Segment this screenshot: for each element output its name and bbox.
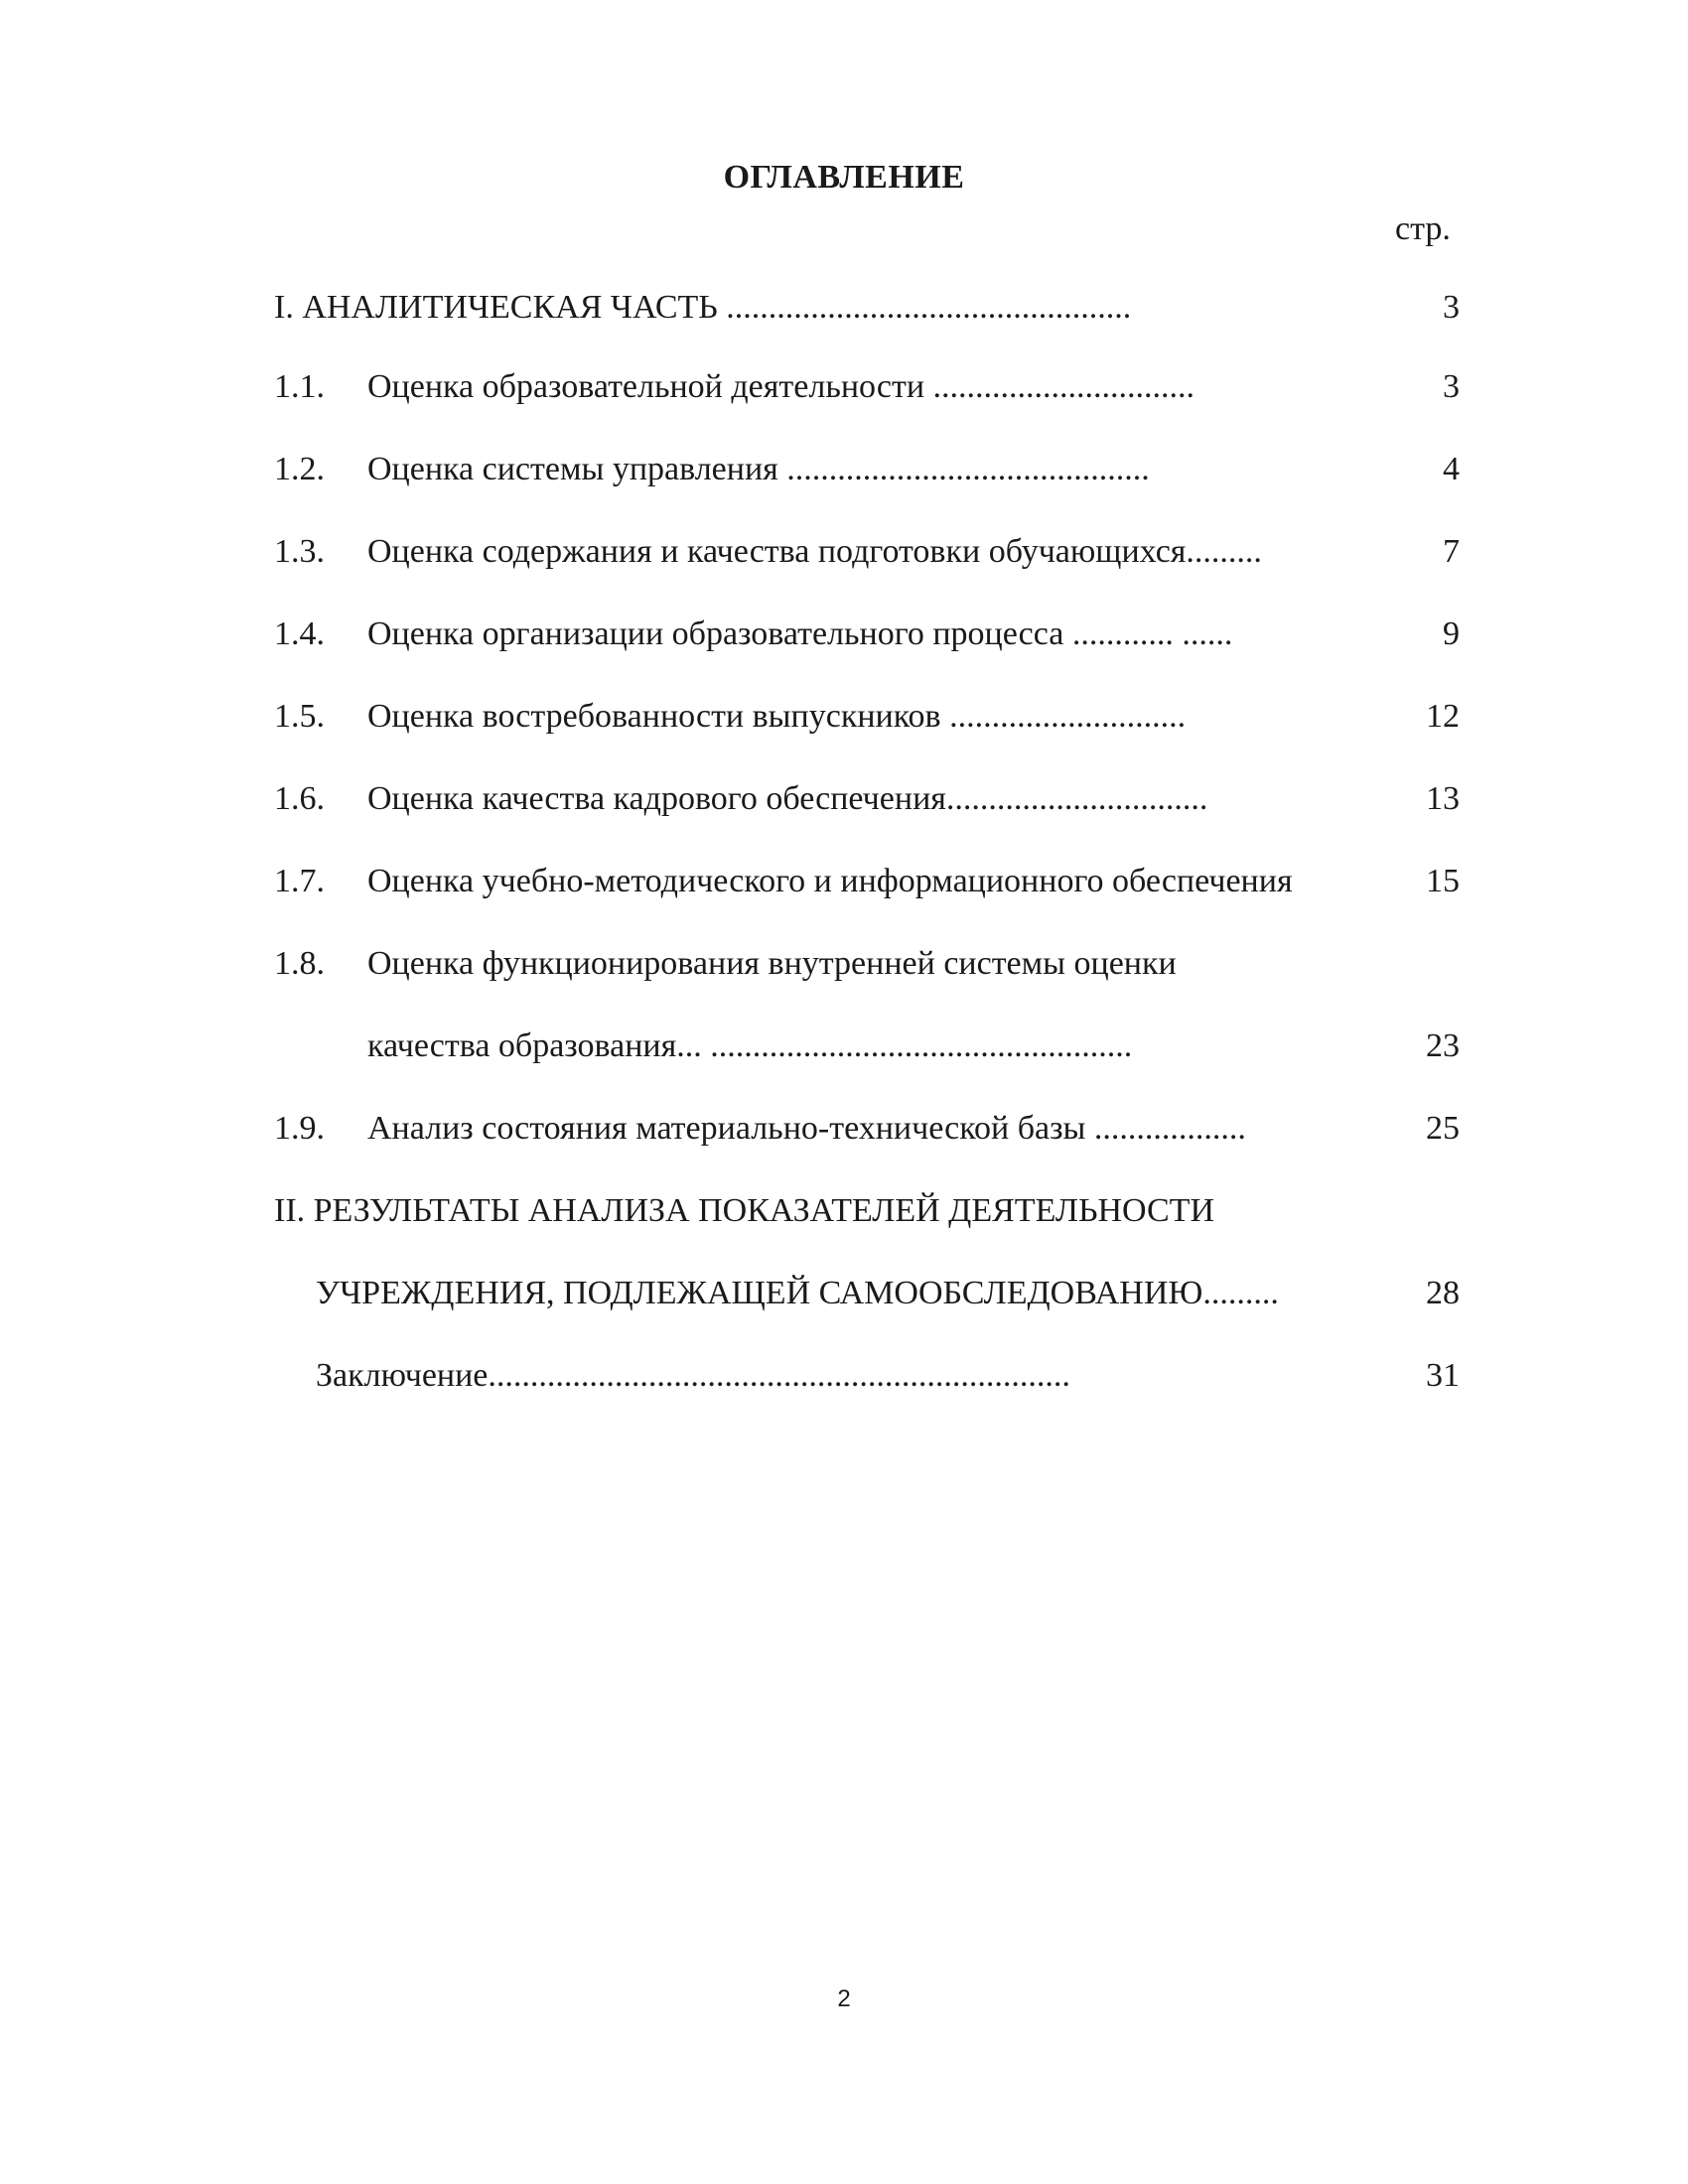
page-title: ОГЛАВЛЕНИЕ (723, 159, 965, 196)
toc-entry-text: качества образования... .................................................. (367, 1027, 1133, 1064)
toc-entry-page: 12 (1426, 698, 1460, 735)
toc-entry-text: Оценка функционирования внутренней системы оценки (367, 945, 1177, 982)
toc-entry-text: Заключение..................................................................... (316, 1357, 1070, 1394)
toc-entry-number: 1.2. (274, 451, 325, 487)
toc-entry-number: 1.7. (274, 863, 325, 899)
toc-entry-page: 3 (1443, 368, 1460, 405)
toc-entry-page: 25 (1426, 1110, 1460, 1147)
toc-entry-page: 7 (1443, 533, 1460, 570)
toc-entry-number: 1.6. (274, 780, 325, 817)
toc-entry-number: 1.3. (274, 533, 325, 570)
toc-entry-page: 23 (1426, 1027, 1460, 1064)
toc-entry-page: 28 (1426, 1275, 1460, 1311)
toc-entry-page: 15 (1426, 863, 1460, 899)
toc-entry-page: 31 (1426, 1357, 1460, 1394)
toc-entry-number: 1.4. (274, 615, 325, 652)
page-number: 2 (837, 1985, 851, 2012)
toc-entry-page: 13 (1426, 780, 1460, 817)
toc-entry-text: Оценка образовательной деятельности ............................... (367, 368, 1196, 405)
toc-entry-number: 1.5. (274, 698, 325, 735)
toc-entry-text: I. АНАЛИТИЧЕСКАЯ ЧАСТЬ ................................................ (274, 289, 1132, 326)
toc-entry-number: 1.9. (274, 1110, 325, 1147)
page-column-label: стр. (1395, 210, 1451, 247)
toc-entry-text: УЧРЕЖДЕНИЯ, ПОДЛЕЖАЩЕЙ САМООБСЛЕДОВАНИЮ......... (316, 1275, 1279, 1311)
toc-entry-text: II. РЕЗУЛЬТАТЫ АНАЛИЗА ПОКАЗАТЕЛЕЙ ДЕЯТЕЛЬНОСТИ (274, 1192, 1215, 1229)
toc-entry-page: 9 (1443, 615, 1460, 652)
toc-entry-page: 3 (1443, 289, 1460, 326)
toc-entry-text: Оценка качества кадрового обеспечения............................... (367, 780, 1208, 817)
toc-entry-number: 1.8. (274, 945, 325, 982)
toc-entry-text: Оценка организации образовательного процесса ............ ...... (367, 615, 1233, 652)
toc-entry-text: Оценка учебно-методического и информационного обеспечения (367, 863, 1293, 899)
toc-entry-page: 4 (1443, 451, 1460, 487)
toc-entry-text: Оценка содержания и качества подготовки обучающихся......... (367, 533, 1262, 570)
toc-entry-number: 1.1. (274, 368, 325, 405)
toc-entry-text: Оценка востребованности выпускников ............................ (367, 698, 1187, 735)
toc-entry-text: Оценка системы управления ........................................... (367, 451, 1150, 487)
toc-entry-text: Анализ состояния материально-технической базы .................. (367, 1110, 1246, 1147)
